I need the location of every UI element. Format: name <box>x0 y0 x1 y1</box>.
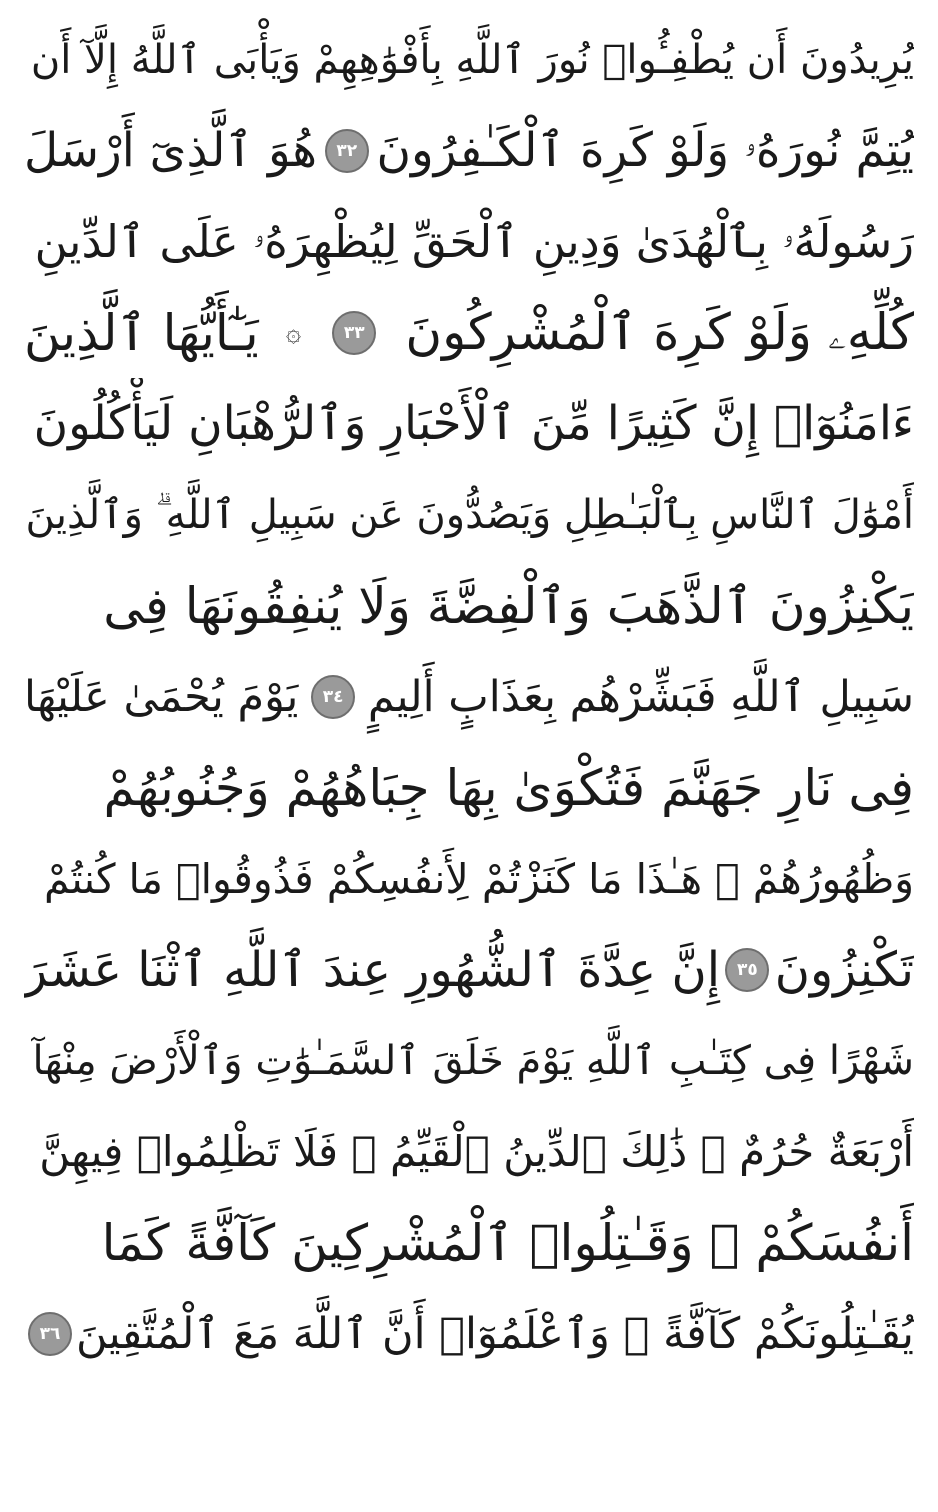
text-line-8 <box>24 651 914 742</box>
text-line-7 <box>24 560 914 651</box>
text-line-15 <box>24 1288 914 1379</box>
ayah-number-marker: ٣٣ <box>332 311 376 355</box>
text-line-13 <box>24 1106 914 1197</box>
text-line-4 <box>24 287 914 378</box>
line-text: أَنفُسَكُمْ ۚ وَقَـٰتِلُوا۟ ٱلْمُشْرِكِينَ كَآفَّةً كَمَا <box>101 1213 914 1272</box>
line-text: إِنَّ عِدَّةَ ٱلشُّهُورِ عِندَ ٱللَّهِ ٱثْنَا عَشَرَ <box>24 941 721 998</box>
ayah-number-marker: ٣٢ <box>325 129 369 173</box>
line-text: يُتِمَّ نُورَهُۥ وَلَوْ كَرِهَ ٱلْكَـٰفِرُونَ <box>376 122 914 178</box>
line-text: فِى نَارِ جَهَنَّمَ فَتُكْوَىٰ بِهَا جِبَاهُهُمْ وَجُنُوبُهُمْ <box>103 758 914 817</box>
line-text: أَمْوَٰلَ ٱلنَّاسِ بِٱلْبَـٰطِلِ وَيَصُدُّونَ عَن سَبِيلِ ٱللَّهِ ۗ وَٱلَّذِينَ <box>25 491 914 538</box>
line-text: يُقَـٰتِلُونَكُمْ كَآفَّةً ۚ وَٱعْلَمُوٓا۟ أَنَّ ٱللَّهَ مَعَ ٱلْمُتَّقِينَ <box>75 1308 914 1359</box>
text-line-12 <box>24 1015 914 1106</box>
line-text: ءَامَنُوٓا۟ إِنَّ كَثِيرًا مِّنَ ٱلْأَحْبَارِ وَٱلرُّهْبَانِ لَيَأْكُلُونَ <box>33 396 914 451</box>
line-text: رَسُولَهُۥ بِٱلْهُدَىٰ وَدِينِ ٱلْحَقِّ لِيُظْهِرَهُۥ عَلَى ٱلدِّينِ <box>34 214 914 268</box>
text-line-1 <box>24 14 914 105</box>
ayah-number-marker: ٣٥ <box>725 948 769 992</box>
ayah-number-marker: ٣٦ <box>28 1312 72 1356</box>
text-line-3 <box>24 196 914 287</box>
line-text: كُلِّهِۦ وَلَوْ كَرِهَ ٱلْمُشْرِكُونَ <box>405 303 914 361</box>
text-line-9 <box>24 742 914 833</box>
line-text: يَكْنِزُونَ ٱلذَّهَبَ وَٱلْفِضَّةَ وَلَا يُنفِقُونَهَا فِى <box>103 576 914 635</box>
text-line-6 <box>24 469 914 560</box>
line-text: يُرِيدُونَ أَن يُطْفِـُٔوا۟ نُورَ ٱللَّهِ بِأَفْوَٰهِهِمْ وَيَأْبَى ٱللَّهُ إِلَّآ أَن <box>30 36 914 83</box>
line-text: يَوْمَ يُحْمَىٰ عَلَيْهَا <box>24 671 299 722</box>
line-text: تَكْنِزُونَ <box>774 941 914 998</box>
text-line-5 <box>24 378 914 469</box>
line-text: شَهْرًا فِى كِتَـٰبِ ٱللَّهِ يَوْمَ خَلَقَ ٱلسَّمَـٰوَٰتِ وَٱلْأَرْضَ مِنْهَآ <box>32 1037 914 1084</box>
line-text: أَرْبَعَةٌ حُرُمٌ ۚ ذَٰلِكَ ٱلدِّينُ ٱلْقَيِّمُ ۚ فَلَا تَظْلِمُوا۟ فِيهِنَّ <box>39 1127 914 1176</box>
verse-lines <box>24 14 914 1379</box>
text-line-11 <box>24 924 914 1015</box>
line-text: يَـٰٓأَيُّهَا ٱلَّذِينَ <box>24 303 259 362</box>
text-line-2 <box>24 105 914 196</box>
line-text: وَظُهُورُهُمْ ۖ هَـٰذَا مَا كَنَزْتُمْ لِأَنفُسِكُمْ فَذُوقُوا۟ مَا كُنتُمْ <box>43 854 914 903</box>
text-line-10 <box>24 833 914 924</box>
text-line-14 <box>24 1197 914 1288</box>
line-text: سَبِيلِ ٱللَّهِ فَبَشِّرْهُم بِعَذَابٍ أَلِيمٍ <box>367 671 914 722</box>
hizb-star-icon: ۞ <box>285 317 302 348</box>
line-text: هُوَ ٱلَّذِىٓ أَرْسَلَ <box>24 123 318 178</box>
ayah-number-marker: ٣٤ <box>311 675 355 719</box>
